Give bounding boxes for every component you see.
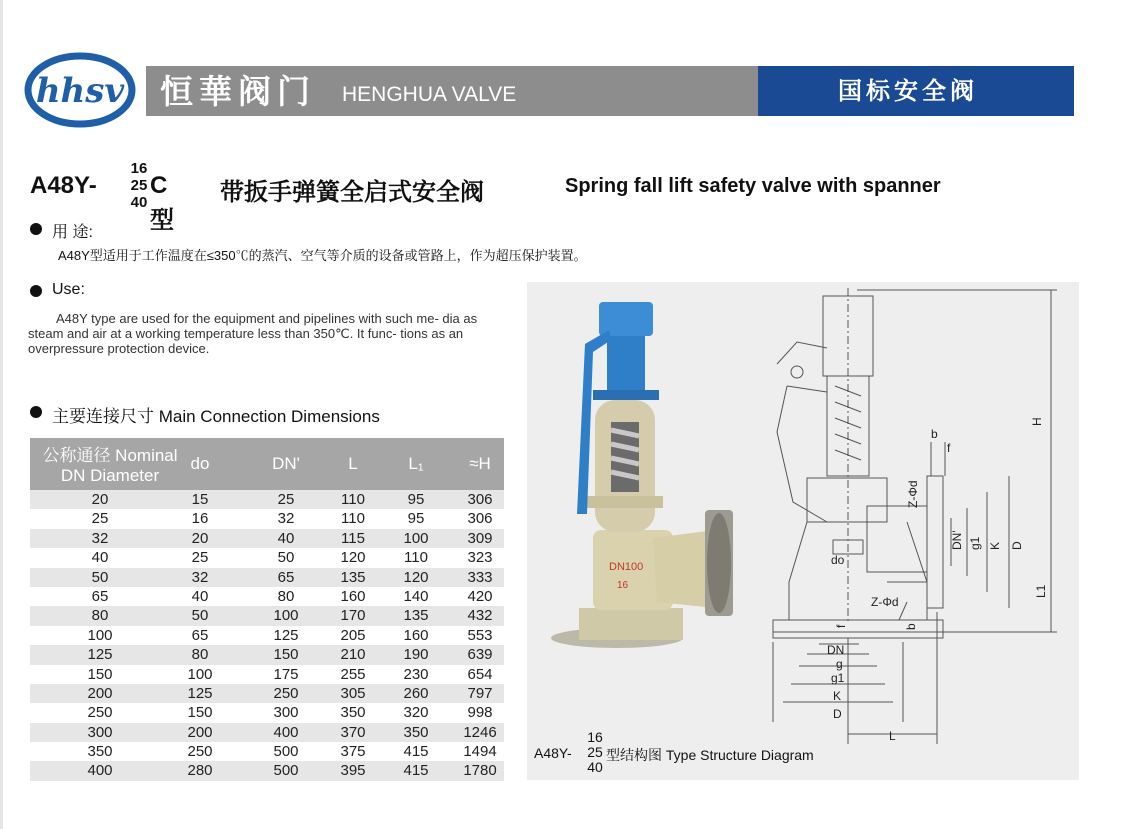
table-row	[30, 568, 504, 587]
table-cell: 100	[87, 626, 113, 644]
table-cell: 1246	[463, 723, 497, 741]
table-cell: 333	[467, 568, 493, 586]
table-cell: 306	[467, 491, 493, 508]
product-name-cn: 带扳手弹簧全启式安全阀	[220, 179, 484, 206]
table-cell: 370	[340, 723, 366, 741]
usage-heading-en: Use:	[52, 281, 85, 298]
table-cell: 120	[340, 549, 366, 567]
table-row	[30, 645, 504, 664]
table-cell: 65	[277, 568, 295, 586]
table-body	[30, 490, 504, 781]
valve-marking-dn: DN100	[609, 561, 644, 573]
table-cell: 375	[340, 743, 366, 761]
table-cell: 32	[277, 510, 295, 528]
table-cell: 110	[341, 491, 365, 508]
label-k: K	[988, 541, 1002, 550]
table-cell: 25	[191, 549, 209, 567]
table-cell: 140	[403, 587, 429, 605]
product-name-en: Spring fall lift safety valve with spanner	[565, 175, 941, 197]
brand-name-en: HENGHUA VALVE	[342, 83, 517, 106]
table-cell: 639	[467, 646, 493, 664]
table-cell: 300	[87, 723, 113, 741]
label-g1: g1	[968, 536, 982, 550]
table-cell: 350	[340, 704, 366, 722]
table-cell: 50	[191, 607, 209, 625]
table-cell: 125	[87, 646, 113, 664]
table-cell: 654	[467, 665, 493, 683]
table-row	[30, 548, 504, 567]
table-cell: 120	[403, 568, 429, 586]
table-cell: 797	[467, 684, 493, 702]
table-cell: 500	[273, 762, 299, 780]
table-cell: 280	[187, 762, 213, 780]
label-f-top: f	[947, 441, 951, 455]
table-cell: 110	[404, 549, 428, 567]
usage-heading-cn: 用 途:	[52, 224, 93, 241]
table-cell: 20	[91, 491, 109, 508]
label-dn-prime: DN'	[950, 530, 964, 550]
table-cell: 65	[91, 587, 109, 605]
table-cell: 350	[403, 723, 429, 741]
table-cell: 20	[191, 529, 209, 547]
table-cell: 50	[91, 568, 109, 586]
table-cell: 210	[340, 646, 366, 664]
table-cell: 255	[340, 665, 366, 683]
table-cell: 323	[467, 549, 493, 567]
table-cell: 40	[91, 549, 109, 567]
rating-16: 16	[130, 160, 148, 177]
usage-text-cn: A48Y型适用于工作温度在≤350℃的蒸汽、空气等介质的设备或管路上，作为超压保护装置。	[58, 248, 587, 263]
bullet-icon	[30, 223, 42, 235]
table-row	[30, 529, 504, 548]
table-cell: 250	[273, 684, 299, 702]
table-cell: 260	[403, 684, 429, 702]
header-l1: L₁	[408, 454, 424, 473]
table-cell: 1494	[463, 743, 497, 761]
table-row	[30, 665, 504, 684]
rating-40: 40	[130, 194, 148, 211]
table-row	[30, 703, 504, 722]
table-cell: 15	[191, 491, 209, 508]
table-cell: 150	[273, 646, 299, 664]
label-z-phi-d-top: Z-Φd	[906, 480, 920, 508]
table-cell: 998	[467, 704, 493, 722]
table-row	[30, 742, 504, 761]
table-row	[30, 684, 504, 703]
table-cell: 32	[91, 529, 109, 547]
model-suffix: C型	[150, 172, 174, 234]
table-cell: 135	[340, 568, 366, 586]
label-g1-bottom: g1	[831, 671, 845, 685]
table-cell: 250	[87, 704, 113, 722]
table-cell: 50	[277, 549, 295, 567]
table-cell: 400	[87, 762, 113, 780]
dimensions-heading: 主要连接尺寸 Main Connection Dimensions	[52, 407, 380, 426]
label-l: L	[889, 729, 896, 743]
table-cell: 309	[467, 529, 493, 547]
table-row	[30, 587, 504, 606]
table-cell: 400	[273, 723, 299, 741]
table-cell: 100	[273, 607, 299, 625]
label-d-bottom: D	[833, 707, 842, 721]
table-cell: 553	[467, 626, 493, 644]
table-cell: 190	[403, 646, 429, 664]
table-cell: 160	[403, 626, 429, 644]
company-logo	[24, 52, 136, 128]
label-do: do	[831, 553, 845, 567]
table-cell: 432	[467, 607, 493, 625]
table-row	[30, 626, 504, 645]
table-cell: 80	[191, 646, 209, 664]
table-cell: 305	[340, 684, 366, 702]
table-cell: 100	[187, 665, 213, 683]
header-h: ≈H	[469, 454, 491, 473]
table-cell: 80	[91, 607, 109, 625]
label-dn: DN	[827, 643, 845, 657]
caption-ratings: 16 25 40	[587, 729, 603, 775]
table-cell: 350	[87, 743, 113, 761]
category-title: 国标安全阀	[838, 76, 978, 105]
table-cell: 125	[187, 684, 213, 702]
table-cell: 500	[273, 743, 299, 761]
bullet-icon	[30, 285, 42, 297]
header-do: do	[190, 454, 210, 473]
table-header	[30, 438, 504, 490]
table-cell: 420	[467, 587, 493, 605]
table-cell: 110	[341, 510, 365, 528]
header-l: L	[348, 454, 358, 473]
table-cell: 200	[87, 684, 113, 702]
usage-text-en: A48Y type are used for the equipment and pipelines with such me- dia as steam and air at a working temperature less than 350℃. It func- tions as an overpressure protection device.	[28, 311, 478, 356]
table-row	[30, 490, 504, 509]
table-cell: 125	[273, 626, 299, 644]
table-cell: 25	[277, 491, 295, 508]
table-cell: 100	[403, 529, 429, 547]
table-cell: 95	[407, 491, 425, 508]
table-cell: 415	[403, 743, 429, 761]
table-cell: 115	[341, 529, 365, 547]
table-cell: 80	[277, 587, 295, 605]
table-cell: 1780	[463, 762, 497, 780]
label-f-bottom: f	[834, 624, 848, 628]
table-cell: 250	[187, 743, 213, 761]
caption-prefix: A48Y-	[534, 745, 572, 761]
table-cell: 300	[273, 704, 299, 722]
label-g: g	[836, 657, 843, 671]
table-cell: 150	[187, 704, 213, 722]
table-cell: 40	[191, 587, 209, 605]
table-cell: 65	[191, 626, 209, 644]
header-nominal-diameter: 公称通径 Nominal DN Diameter	[42, 446, 178, 485]
table-cell: 25	[91, 510, 109, 528]
label-b-bottom: b	[904, 623, 918, 630]
table-cell: 320	[403, 704, 429, 722]
table-row	[30, 761, 504, 780]
header-dn-prime: DN'	[272, 454, 300, 473]
table-cell: 415	[403, 762, 429, 780]
dimensions-table	[30, 438, 504, 781]
table-cell: 230	[403, 665, 429, 683]
table-cell: 395	[340, 762, 366, 780]
label-l1: L1	[1034, 584, 1048, 598]
rating-25: 25	[130, 177, 148, 194]
table-cell: 175	[273, 665, 299, 683]
logo-text: hhsv	[35, 71, 125, 111]
table-row	[30, 606, 504, 625]
table-cell: 160	[340, 587, 366, 605]
table-cell: 150	[87, 665, 113, 683]
label-k-bottom: K	[833, 689, 842, 703]
valve-marking-pn: 16	[617, 580, 629, 591]
table-cell: 170	[340, 607, 366, 625]
table-cell: 200	[187, 723, 213, 741]
label-b-top: b	[931, 427, 938, 441]
model-prefix: A48Y-	[30, 172, 97, 199]
table-cell: 205	[340, 626, 366, 644]
bullet-icon	[30, 406, 42, 418]
table-cell: 40	[277, 529, 295, 547]
brand-name-cn: 恒華阀门	[160, 72, 316, 111]
label-h: H	[1030, 417, 1044, 426]
page-edge	[0, 0, 3, 829]
label-z-phi-d-bottom: Z-Φd	[871, 595, 899, 609]
table-cell: 16	[191, 510, 209, 528]
table-row	[30, 509, 504, 528]
table-cell: 135	[403, 607, 429, 625]
table-cell: 32	[191, 568, 209, 586]
label-d: D	[1010, 541, 1024, 550]
pressure-ratings	[128, 160, 150, 211]
product-figure	[527, 282, 1079, 780]
table-cell: 95	[407, 510, 425, 528]
table-row	[30, 723, 504, 742]
table-cell: 306	[467, 510, 493, 528]
caption-text: 型结构图 Type Structure Diagram	[606, 747, 814, 763]
